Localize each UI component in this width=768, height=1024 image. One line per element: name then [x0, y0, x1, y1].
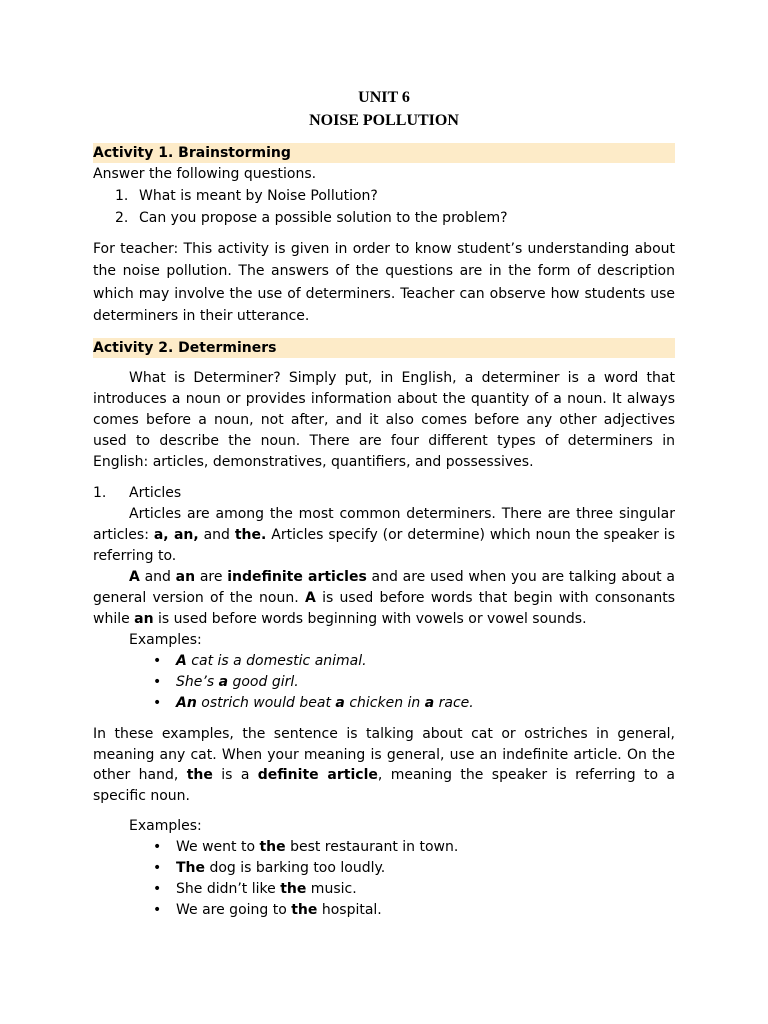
document-page — [93, 0, 675, 921]
question-text: Can you propose a possible solution to the problem? — [139, 210, 508, 226]
bold-run: the — [280, 881, 307, 898]
activity1-questions — [93, 185, 675, 229]
definite-examples-list — [93, 837, 675, 921]
text-run: best restaurant in town. — [285, 839, 459, 856]
text-run: We went to — [176, 839, 260, 856]
text-run: dog is barking too loudly. — [205, 860, 386, 877]
bold-run: an — [175, 569, 196, 586]
teacher-note: For teacher: This activity is given in order to know student’s understanding about the noise pollution. The answers of the questions are in the form of description which may involve the use of determiners. Teacher can observe how students use determiners in their utterance. — [93, 241, 675, 324]
list-item — [93, 879, 675, 900]
activity2-heading: Activity 2. Determiners — [93, 338, 675, 358]
bold-run: A — [304, 590, 316, 607]
text-run: chicken in — [344, 695, 425, 712]
unit-number: UNIT 6 — [358, 89, 410, 106]
bold-run: A — [176, 653, 187, 670]
activity1-intro: Answer the following questions. — [93, 166, 317, 182]
text-run: She didn’t like — [176, 881, 281, 898]
bullet: • — [153, 674, 162, 691]
text-run: and — [139, 569, 176, 586]
section-number: 1. — [93, 485, 107, 502]
text-run: In these examples, the sentence is talking about cat or ostriches in general, meaning any cat. When your meaning is general, use an indefinite article. On the other hand, — [93, 726, 675, 784]
text-run: is a — [212, 767, 258, 784]
examples-label: Examples: — [129, 818, 202, 835]
text-run: race. — [434, 695, 474, 712]
text-run: and are used when you are talking about a general version of the noun. — [93, 569, 675, 607]
activity1-heading: Activity 1. Brainstorming — [93, 143, 675, 163]
section-title: Articles — [129, 485, 182, 502]
list-item — [93, 651, 675, 672]
text-run: are — [195, 569, 228, 586]
bold-run: definite article — [257, 767, 378, 784]
text-run: ostrich would beat — [196, 695, 336, 712]
text-run: cat is a domestic animal. — [186, 653, 367, 670]
list-item — [93, 672, 675, 693]
examples-label: Examples: — [129, 632, 202, 649]
list-item — [93, 837, 675, 858]
bullet: • — [153, 653, 162, 670]
section-articles-title — [93, 483, 675, 504]
bold-run: the — [259, 839, 286, 856]
bold-run: an — [134, 611, 154, 628]
bullet: • — [153, 902, 162, 919]
text-run: good girl. — [228, 674, 299, 691]
unit-title: NOISE POLLUTION — [309, 112, 459, 129]
articles-paragraph — [93, 504, 675, 567]
bold-run: a — [335, 695, 345, 712]
list-item — [93, 693, 675, 714]
indefinite-examples-list — [93, 651, 675, 714]
bold-run: the. — [234, 527, 267, 544]
bold-run: the — [291, 902, 318, 919]
list-item — [93, 858, 675, 879]
text-run: hospital. — [317, 902, 382, 919]
bold-run: a, an, — [153, 527, 199, 544]
text-run: music. — [306, 881, 357, 898]
text-run: is used before words that begin with consonants while — [93, 590, 675, 628]
question-number: 1. — [115, 188, 129, 204]
question-number: 2. — [115, 210, 129, 226]
text-run: Articles are among the most common determiners. There are three singular articles: — [93, 506, 675, 544]
bold-run: A — [129, 569, 140, 586]
text-run: She’s — [176, 674, 219, 691]
question-item — [93, 207, 675, 229]
question-text: What is meant by Noise Pollution? — [139, 188, 378, 204]
bullet: • — [153, 881, 162, 898]
bold-run: The — [176, 860, 206, 877]
bold-run: the — [186, 767, 213, 784]
bullet: • — [153, 839, 162, 856]
text-run: Articles specify (or determine) which noun the speaker is referring to. — [93, 527, 675, 565]
question-item — [93, 185, 675, 207]
bullet: • — [153, 860, 162, 877]
text-run: We are going to — [176, 902, 292, 919]
bold-run: a — [424, 695, 435, 712]
bullet: • — [153, 695, 162, 712]
list-item — [93, 900, 675, 921]
bold-run: An — [176, 695, 197, 712]
text-run: , meaning the speaker is referring to a specific noun. — [93, 767, 675, 804]
text-run: and — [198, 527, 235, 544]
bold-run: a — [218, 674, 229, 691]
determiner-definition: What is Determiner? Simply put, in English, a determiner is a word that introduces a noun or provides information about the quantity of a noun. It always comes before a noun, not after, and it also comes before any other adjectives used to describe the noun. There are four different types of determiners in English: articles, demonstratives, quantifiers, and possessives. — [93, 370, 675, 471]
bold-run: indefinite articles — [227, 569, 367, 586]
definite-article-paragraph — [93, 724, 675, 806]
text-run: is used before words beginning with vowels or vowel sounds. — [153, 611, 587, 628]
indefinite-articles-paragraph — [93, 567, 675, 630]
